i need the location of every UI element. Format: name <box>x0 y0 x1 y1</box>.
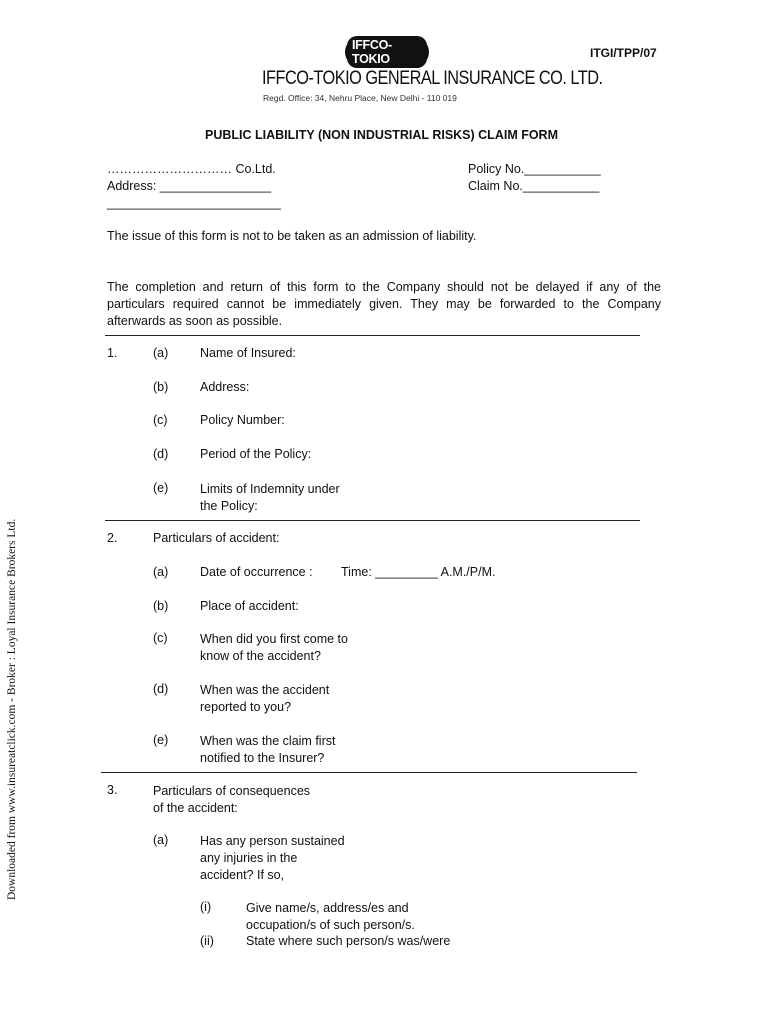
item-letter: (a) <box>153 346 169 360</box>
form-title: PUBLIC LIABILITY (NON INDUSTRIAL RISKS) CLAIM FORM <box>205 128 558 142</box>
divider <box>101 772 637 773</box>
policy-number-label: Policy Number: <box>200 413 285 427</box>
item-letter: (a) <box>153 565 169 579</box>
item-letter: (e) <box>153 733 169 747</box>
item-letter: (c) <box>153 413 168 427</box>
item-letter: (b) <box>153 599 169 613</box>
subitem-roman: (ii) <box>200 934 214 948</box>
first-knowledge-label: When did you first come to know of the accident? <box>200 632 348 663</box>
claim-notified-label: When was the claim first notified to the Insurer? <box>200 734 336 765</box>
company-line: ………………………… Co.Ltd. <box>107 162 276 176</box>
address-line: Address: ________________ <box>107 179 272 193</box>
accident-reported-label: When was the accident reported to you? <box>200 683 330 714</box>
section-3-number: 3. <box>107 783 118 797</box>
logo-text: IFFCO-TOKIO <box>347 36 427 68</box>
divider <box>105 520 640 521</box>
item-letter: (d) <box>153 682 169 696</box>
name-of-insured-label: Name of Insured: <box>200 346 296 360</box>
injured-persons-location-label: State where such person/s was/were <box>246 934 451 948</box>
form-code: ITGI/TPP/07 <box>590 46 657 60</box>
address-line-2: _________________________ <box>107 196 281 210</box>
item-letter: (e) <box>153 481 169 495</box>
injured-persons-details-label: Give name/s, address/es and occupation/s of such person/s. <box>246 901 415 932</box>
limits-of-indemnity-label: Limits of Indemnity under the Policy: <box>200 482 340 513</box>
section-2-heading: Particulars of accident: <box>153 531 280 545</box>
divider <box>105 335 640 336</box>
section-1-number: 1. <box>107 346 118 360</box>
section-3-heading: Particulars of consequences of the accident: <box>153 784 311 815</box>
item-letter: (d) <box>153 447 169 461</box>
claim-no-field: Claim No.___________ <box>468 179 600 193</box>
item-letter: (b) <box>153 380 169 394</box>
item-letter: (c) <box>153 631 168 645</box>
regd-office: Regd. Office: 34, Nehru Place, New Delhi - 110 019 <box>263 93 457 103</box>
completion-note: The completion and return of this form to the Company should not be delayed if any of the particulars required cannot be immediately given. They may be forwarded to the Company afterwards as soon as possible. <box>107 280 661 328</box>
item-letter: (a) <box>153 833 169 847</box>
policy-period-label: Period of the Policy: <box>200 447 312 461</box>
section-2-number: 2. <box>107 531 118 545</box>
injuries-question-label: Has any person sustained any injuries in the accident? If so, <box>200 834 345 882</box>
subitem-roman: (i) <box>200 900 212 914</box>
address-label: Address: <box>200 380 250 394</box>
company-logo <box>345 37 429 67</box>
liability-note: The issue of this form is not to be taken as an admission of liability. <box>107 229 477 243</box>
date-of-occurrence-label: Date of occurrence : <box>200 565 313 579</box>
time-field: Time: _________ A.M./P/M. <box>341 565 496 579</box>
policy-no-field: Policy No.___________ <box>468 162 601 176</box>
place-of-accident-label: Place of accident: <box>200 599 299 613</box>
company-name: IFFCO-TOKIO GENERAL INSURANCE CO. LTD. <box>262 68 603 89</box>
download-watermark: Downloaded from www.insureatclick.com - Broker : Loyal Insurance Brokers Ltd. <box>6 518 18 900</box>
